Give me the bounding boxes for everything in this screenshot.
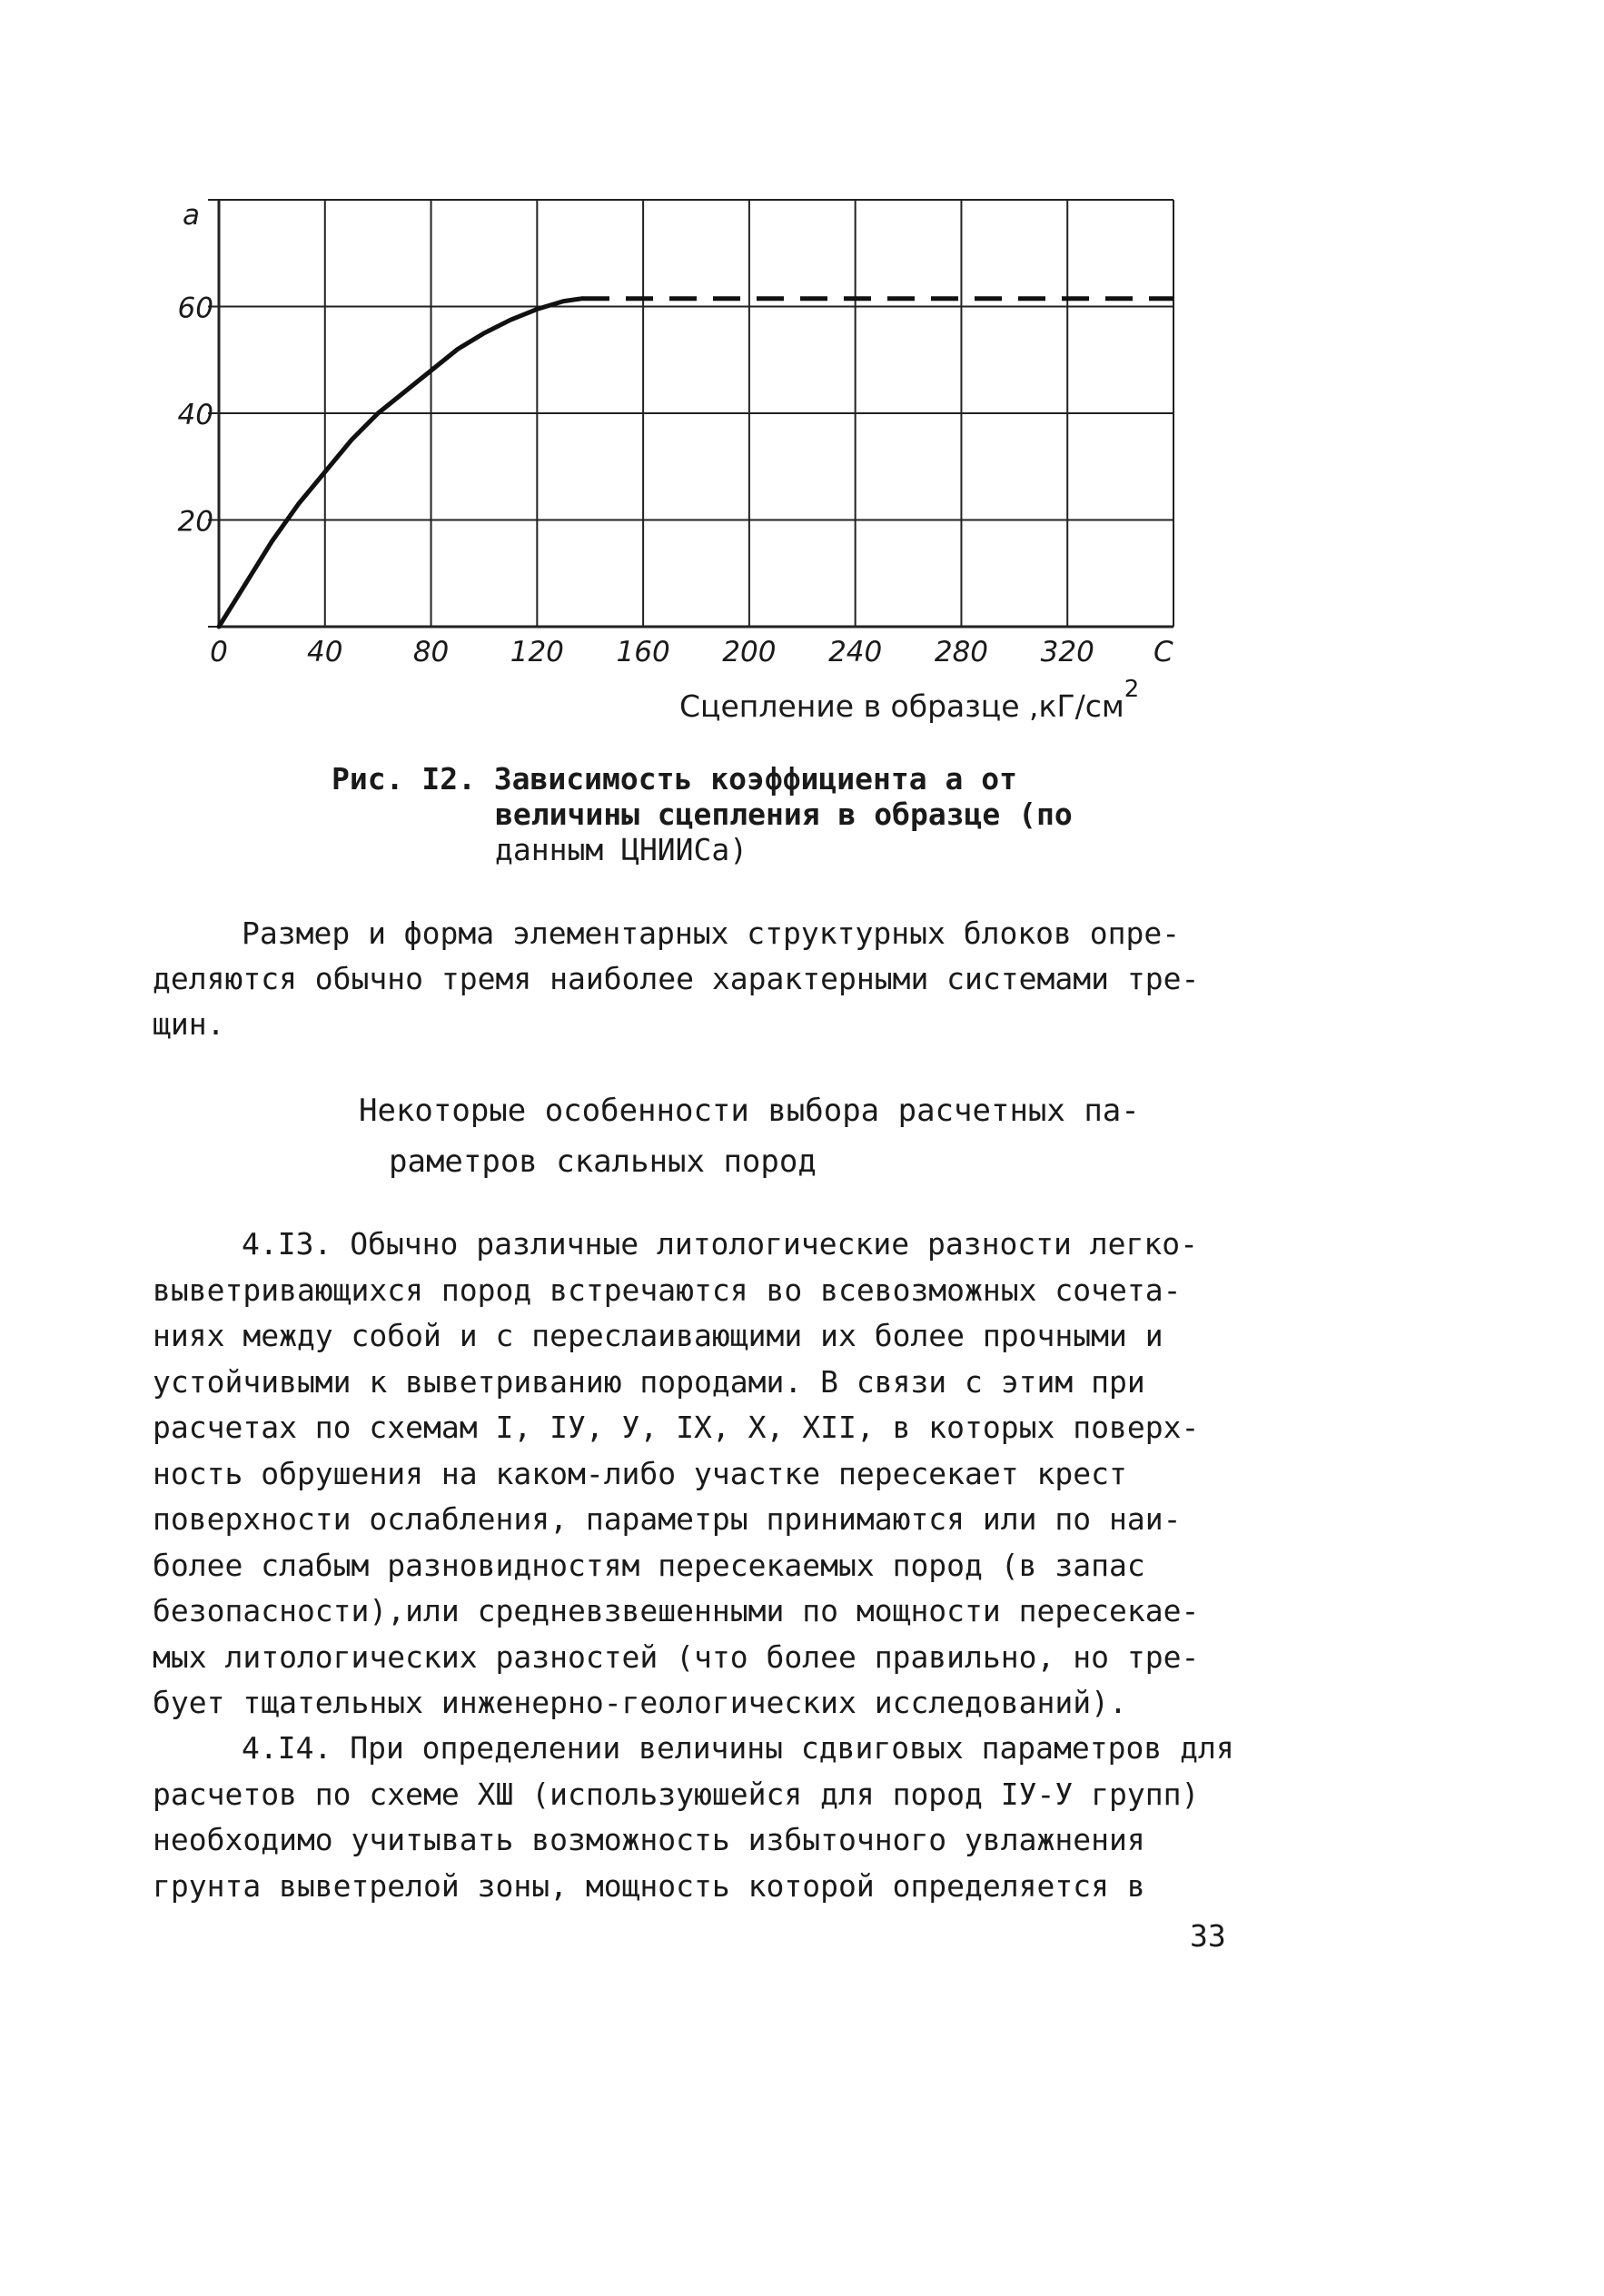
coefficient-chart (0, 0, 1604, 745)
series-line-solid (219, 299, 582, 627)
text-line: 4.I3. Обычно различные литологические разности легко- (242, 1226, 1198, 1262)
text-line: устойчивыми к выветриванию породами. В связи с этим при (153, 1363, 1145, 1400)
y-tick-label: 20 (177, 505, 213, 539)
text-line: расчетов по схеме XШ (используюшейся для пород IУ-У групп) (153, 1776, 1200, 1812)
x-axis-label: Сцепление в образце $,кГ/см^2$ (679, 676, 1140, 724)
y-axis-label: a (183, 199, 200, 232)
paragraph-4-14 (153, 1726, 1252, 1909)
page-number: 33 (1190, 1918, 1226, 1954)
section-heading (359, 1085, 1140, 1187)
x-tick-label: 200 (722, 636, 777, 668)
heading-line-1: Некоторые особенности выбора расчетных па- (359, 1093, 1140, 1129)
text-line: мых литологических разностей (что более правильно, но тре- (153, 1638, 1200, 1675)
paragraph-blocks (153, 911, 1252, 1047)
heading-line-2: раметров скальных пород (389, 1143, 817, 1180)
text-line: расчетах по схемам I, IУ, У, IX, X, XII, в которых поверх- (153, 1410, 1200, 1445)
paragraph-4-13 (153, 1222, 1252, 1727)
text-line: необходимо учитывать возможность избыточного увлажнения (153, 1822, 1145, 1857)
figure-caption (332, 761, 1073, 867)
caption-line-2: величины сцепления в образце (по (495, 797, 1073, 832)
x-tick-label: 0 (210, 636, 228, 668)
text-line: Размер и форма элементарных структурных блоков опре- (242, 915, 1181, 951)
x-tick-label: 120 (510, 636, 564, 668)
caption-line-3: данным ЦНИИСа) (495, 832, 748, 867)
chart-tick-labels (178, 292, 1094, 669)
chart-series (219, 299, 1173, 627)
text-line: бует тщательных инженерно-геологических исследований). (153, 1685, 1127, 1720)
text-line: поверхности ослабления, параметры принимаются или по наи- (153, 1501, 1182, 1537)
text-line: выветривающихся пород встречаются во всевозможных сочета- (153, 1272, 1182, 1308)
text-line: 4.I4. При определении величины сдвиговых параметров для (242, 1730, 1234, 1766)
chart-grid (208, 200, 1173, 627)
x-tick-label: 40 (307, 636, 343, 668)
x-tick-label: 320 (1040, 636, 1094, 668)
y-tick-label: 60 (177, 292, 213, 325)
y-tick-label: 40 (177, 399, 213, 431)
x-tick-label: 160 (616, 636, 670, 668)
text-line: ность обрушения на каком-либо участке пересекает крест (153, 1455, 1127, 1491)
text-line: деляются обычно тремя наиболее характерными системами тре- (153, 961, 1200, 996)
x-tick-label: 280 (934, 636, 989, 668)
text-line: безопасности),или средневзвешенными по мощности пересекае- (153, 1593, 1200, 1628)
text-line: ниях между собой и с переслаивающими их более прочными и (153, 1318, 1163, 1353)
text-line: более слабым разновидностям пересекаемых пород (в запас (153, 1547, 1145, 1583)
text-line: щин. (153, 1006, 225, 1042)
x-axis-end-label: C (1153, 636, 1173, 668)
x-tick-label: 80 (412, 636, 450, 668)
text-line: грунта выветрелой зоны, мощность которой определяется в (153, 1867, 1145, 1904)
x-tick-label: 240 (828, 636, 883, 668)
caption-line-1: Рис. I2. Зависимость коэффициента a от (332, 761, 1017, 797)
